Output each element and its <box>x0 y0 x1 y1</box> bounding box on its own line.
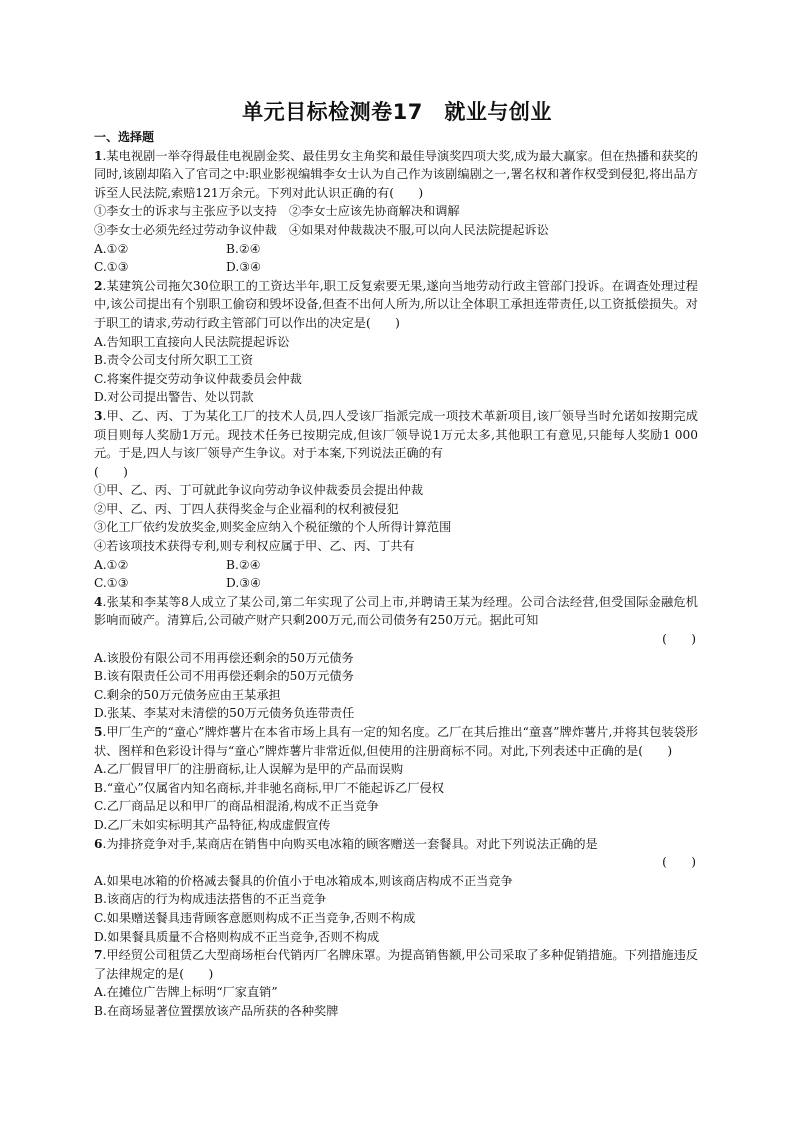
question-4 <box>94 593 698 630</box>
statement: ④若该项技术获得专利,则专利权应属于甲、乙、丙、丁共有 <box>94 539 415 554</box>
statement: ①甲、乙、丙、丁可就此争议向劳动争议仲裁委员会提出仲裁 <box>94 483 424 498</box>
option-d: D.乙厂未如实标明其产品特征,构成虚假宣传 <box>94 817 331 832</box>
option-b: B.责令公司支付所欠职工工资 <box>94 353 254 368</box>
question-1 <box>94 147 698 203</box>
option-row <box>94 556 698 575</box>
option-d: D.③④ <box>226 576 262 591</box>
question-stem: .甲厂生产的“童心”牌炸薯片在本省市场上具有一定的知名度。乙厂在其后推出“童喜”牌炸薯片,并将其包装袋形状、图样和色彩设计得与“童心”牌炸薯片非常近似,但使用的注册商标不同。对此,下列表述中正确的是( ) <box>94 725 698 758</box>
page-title: 单元目标检测卷17 就业与创业 <box>242 100 552 124</box>
option-b: B.“童心”仅属省内知名商标,并非驰名商标,甲厂不能起诉乙厂侵权 <box>94 780 444 795</box>
option-c: C.剩余的50万元债务应由王某承担 <box>94 687 281 702</box>
question-number: 1 <box>94 148 103 163</box>
answer-paren: ( ) <box>662 855 696 870</box>
option-b: B.②④ <box>226 241 261 256</box>
option-d: D.对公司提出警告、处以罚款 <box>94 390 254 405</box>
option-b: B.该有限责任公司不用再偿还剩余的50万元债务 <box>94 669 354 684</box>
option-a: A.①② <box>94 557 129 572</box>
option-d: D.③④ <box>226 260 262 275</box>
option-row <box>94 240 698 259</box>
question-stem: .甲经贸公司租赁乙大型商场柜台代销丙厂名牌床罩。为提高销售额,甲公司采取了多种促销措施。下列措施违反了法律规定的是( ) <box>94 948 698 981</box>
question-5 <box>94 723 698 760</box>
option-b: B.在商场显著位置摆放该产品所获的各种奖牌 <box>94 1003 339 1018</box>
question-6 <box>94 835 698 854</box>
question-stem: .张某和李某等8人成立了某公司,第二年实现了公司上市,并聘请王某为经理。公司合法经营,但受国际金融危机影响而破产。清算后,公司破产财产只剩200万元,而公司债务有250万元。据此可知 <box>94 594 698 628</box>
option-a: A.乙厂假冒甲厂的注册商标,让人误解为是甲的产品而误购 <box>94 762 404 777</box>
statement: ②甲、乙、丙、丁四人获得奖金与企业福利的权利被侵犯 <box>94 501 399 516</box>
answer-paren: ( ) <box>94 464 128 479</box>
option-d: D.张某、李某对未清偿的50万元债务负连带责任 <box>94 706 355 721</box>
option-row <box>94 258 698 277</box>
answer-paren: ( ) <box>662 632 696 647</box>
question-7 <box>94 946 698 983</box>
option-c: C.乙厂商品足以和甲厂的商品相混淆,构成不正当竞争 <box>94 799 379 814</box>
option-c: C.将案件提交劳动争议仲裁委员会仲裁 <box>94 371 302 386</box>
question-2 <box>94 277 698 333</box>
option-row <box>94 574 698 593</box>
option-c: C.如果赠送餐具违背顾客意愿则构成不正当竞争,否则不构成 <box>94 910 416 925</box>
question-stem: .某电视剧一举夺得最佳电视剧金奖、最佳男女主角奖和最佳导演奖四项大奖,成为最大赢家。但在热播和获奖的同时,该剧却陷入了官司之中:职业影视编辑李女士认为自己作为该剧编剧之一,署名权和著作权受到侵犯,将出品方诉至人民法院,索赔121万余元。下列对此认识正确的有( ) <box>94 148 698 200</box>
question-number: 6 <box>94 836 103 851</box>
question-number: 4 <box>94 594 103 609</box>
option-c: C.①③ <box>94 260 129 275</box>
statement: ①李女士的诉求与主张应予以支持 ②李女士应该先协商解决和调解 <box>94 204 460 219</box>
option-b: B.②④ <box>226 557 261 572</box>
option-c: C.①③ <box>94 576 129 591</box>
question-number: 2 <box>94 278 103 293</box>
question-stem: .某建筑公司拖欠30位职工的工资达半年,职工反复索要无果,遂向当地劳动行政主管部门投诉。在调查处理过程中,该公司提出有个别职工偷窃和毁坏设备,但查不出何人所为,所以让全体职工承担连带责任,以工资抵偿损失。对于职工的请求,劳动行政主管部门可以作出的决定是( ) <box>94 278 698 330</box>
question-stem: .为排挤竞争对手,某商店在销售中向购买电冰箱的顾客赠送一套餐具。对此下列说法正确的是 <box>102 836 598 851</box>
option-a: A.该股份有限公司不用再偿还剩余的50万元债务 <box>94 650 354 665</box>
question-stem: .甲、乙、丙、丁为某化工厂的技术人员,四人受该厂指派完成一项技术革新项目,该厂领导当时允诺如按期完成项目则每人奖励1万元。现技术任务已按期完成,但该厂领导说1万元太多,其他职工有意见,只能每人奖励1 000元。于是,四人与该厂领导产生争议。对于本案,下列说法正确的有 <box>94 408 698 461</box>
option-a: A.①② <box>94 241 129 256</box>
statement: ③化工厂依约发放奖金,则奖金应纳入个税征缴的个人所得计算范围 <box>94 520 452 535</box>
question-number: 7 <box>94 948 103 963</box>
option-a: A.告知职工直接向人民法院提起诉讼 <box>94 334 290 349</box>
document-body <box>94 128 698 1021</box>
question-3 <box>94 407 698 463</box>
section-heading: 一、选择题 <box>94 130 155 144</box>
option-a: A.在摊位广告牌上标明“厂家直销” <box>94 985 278 1000</box>
statement: ③李女士必须先经过劳动争议仲裁 ④如果对仲裁裁决不服,可以向人民法院提起诉讼 <box>94 222 549 237</box>
option-a: A.如果电冰箱的价格减去餐具的价值小于电冰箱成本,则该商店构成不正当竞争 <box>94 873 513 888</box>
question-number: 5 <box>94 725 103 739</box>
question-number: 3 <box>94 408 103 423</box>
option-b: B.该商店的行为构成违法搭售的不正当竞争 <box>94 892 327 907</box>
option-d: D.如果餐具质量不合格则构成不正当竞争,否则不构成 <box>94 929 380 944</box>
